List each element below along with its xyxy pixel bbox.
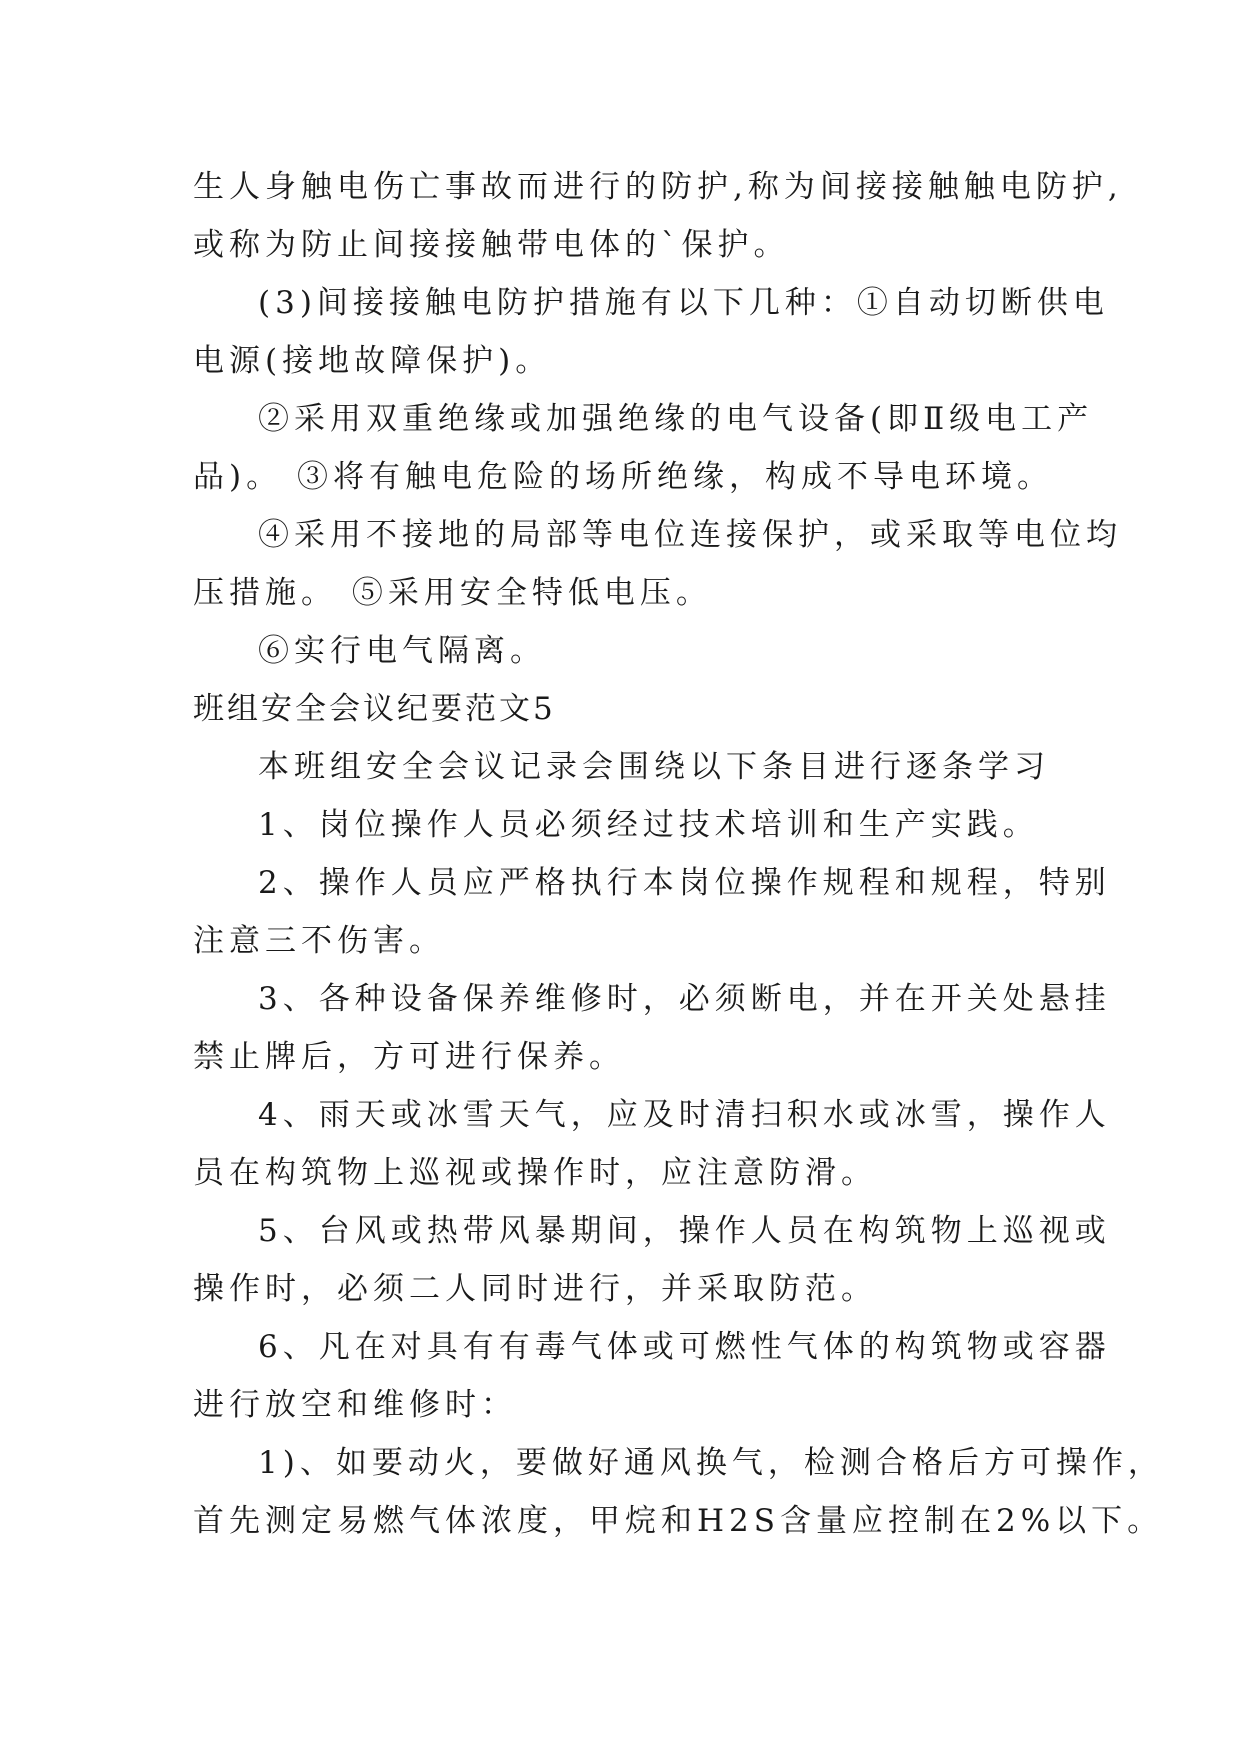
text-line: 本班组安全会议记录会围绕以下条目进行逐条学习 — [258, 749, 1050, 785]
text-line: (3)间接接触电防护措施有以下几种：①自动切断供电 — [258, 285, 1109, 321]
text-line: 或称为防止间接接触带电体的`保护。 — [193, 227, 790, 263]
text-line: 6、凡在对具有有毒气体或可燃性气体的构筑物或容器 — [258, 1329, 1111, 1365]
section-heading: 班组安全会议纪要范文5 — [193, 691, 556, 727]
text-line: 注意三不伤害。 — [193, 923, 445, 959]
text-line: ②采用双重绝缘或加强绝缘的电气设备(即Ⅱ级电工产 — [258, 401, 1094, 437]
text-line: 压措施。 ⑤采用安全特低电压。 — [193, 575, 712, 611]
text-line: 1)、如要动火，要做好通风换气，检测合格后方可操作， — [258, 1445, 1164, 1481]
text-line: ④采用不接地的局部等电位连接保护，或采取等电位均 — [258, 517, 1122, 553]
text-line: 禁止牌后，方可进行保养。 — [193, 1039, 625, 1075]
text-line: 员在构筑物上巡视或操作时，应注意防滑。 — [193, 1155, 877, 1191]
text-line: 5、台风或热带风暴期间，操作人员在构筑物上巡视或 — [258, 1213, 1111, 1249]
text-line: 品)。 ③将有触电危险的场所绝缘，构成不导电环境。 — [193, 459, 1053, 495]
text-line: 电源(接地故障保护)。 — [193, 343, 552, 379]
text-line: 生人身触电伤亡事故而进行的防护,称为间接接触触电防护, — [193, 169, 1123, 205]
text-line: 进行放空和维修时： — [193, 1387, 517, 1423]
text-line: 1、岗位操作人员必须经过技术培训和生产实践。 — [258, 807, 1039, 843]
text-line: 2、操作人员应严格执行本岗位操作规程和规程，特别 — [258, 865, 1111, 901]
text-line: 首先测定易燃气体浓度，甲烷和H2S含量应控制在2%以下。 — [193, 1503, 1164, 1539]
text-line: 4、雨天或冰雪天气，应及时清扫积水或冰雪，操作人 — [258, 1097, 1111, 1133]
text-line: ⑥实行电气隔离。 — [258, 633, 546, 669]
text-line: 3、各种设备保养维修时，必须断电，并在开关处悬挂 — [258, 981, 1111, 1017]
text-line: 操作时，必须二人同时进行，并采取防范。 — [193, 1271, 877, 1307]
